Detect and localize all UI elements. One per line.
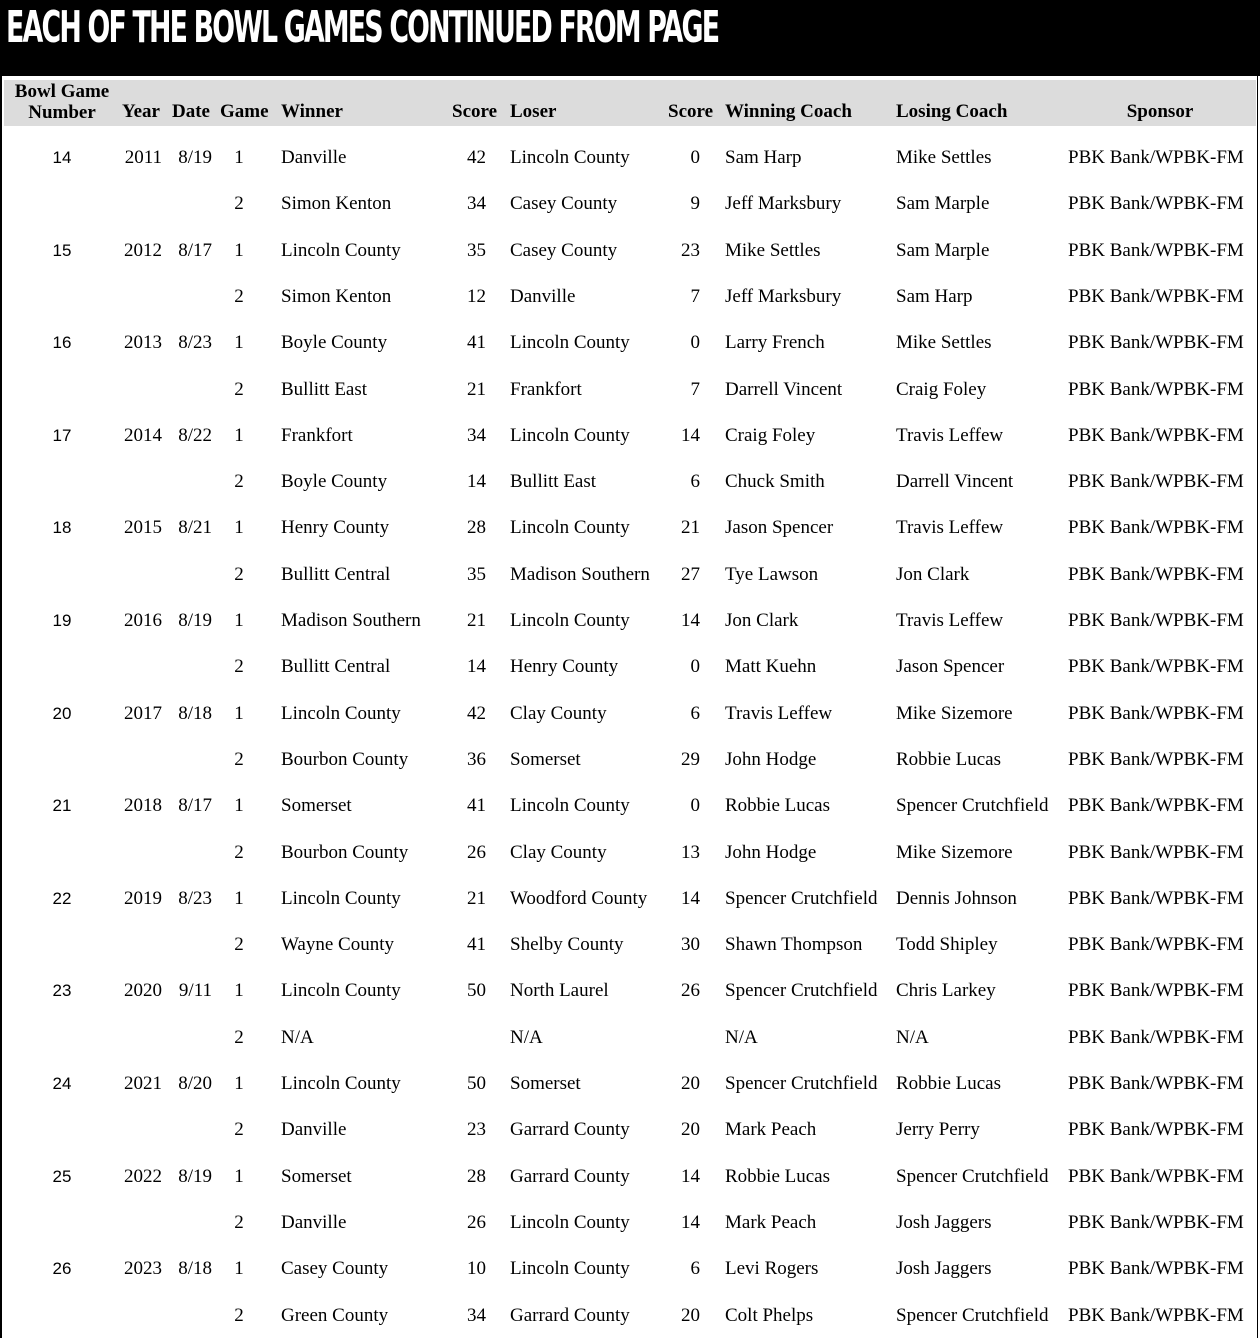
cell-winner-score: 14	[467, 471, 486, 492]
cell-sponsor: PBK Bank/WPBK-FM	[1068, 286, 1244, 307]
cell-loser: Casey County	[510, 240, 618, 261]
cell-winning-coach: Matt Kuehn	[725, 656, 817, 677]
cell-loser: Lincoln County	[510, 147, 630, 168]
cell-sponsor: PBK Bank/WPBK-FM	[1068, 1212, 1244, 1233]
cell-sponsor: PBK Bank/WPBK-FM	[1068, 656, 1244, 677]
cell-game: 2	[234, 934, 244, 955]
cell-loser-score: 6	[690, 1258, 700, 1279]
cell-loser: Lincoln County	[510, 1212, 630, 1233]
cell-losing-coach: Todd Shipley	[896, 934, 998, 955]
cell-winner: Boyle County	[281, 332, 388, 353]
cell-losing-coach: Mike Settles	[896, 147, 992, 168]
cell-losing-coach: Travis Leffew	[896, 425, 1004, 446]
cell-date: 8/19	[178, 147, 212, 168]
cell-winner-score: 42	[467, 147, 486, 168]
cell-winning-coach: Spencer Crutchfield	[725, 980, 878, 1001]
cell-loser: Lincoln County	[510, 1258, 630, 1279]
cell-winner-score: 12	[467, 286, 486, 307]
cell-loser: Shelby County	[510, 934, 624, 955]
cell-losing-coach: Darrell Vincent	[896, 471, 1014, 492]
cell-year: 2021	[124, 1073, 162, 1094]
header-bowl-game-line2: Number	[28, 102, 96, 123]
cell-loser: Casey County	[510, 193, 618, 214]
cell-loser-score: 14	[681, 1212, 700, 1233]
header-loser-score: Score	[668, 101, 714, 122]
cell-loser: Clay County	[510, 842, 607, 863]
header-year: Year	[122, 101, 160, 122]
cell-winner: Bullitt Central	[281, 564, 391, 585]
cell-date: 8/17	[178, 795, 212, 816]
cell-loser-score: 14	[681, 610, 700, 631]
cell-losing-coach: Travis Leffew	[896, 517, 1004, 538]
cell-winner: Somerset	[281, 1166, 352, 1187]
cell-bowl-number: 20	[52, 704, 72, 723]
cell-winner: Wayne County	[281, 934, 394, 955]
cell-date: 8/17	[178, 240, 212, 261]
cell-loser: Danville	[510, 286, 576, 307]
cell-loser-score: 29	[681, 749, 700, 770]
cell-sponsor: PBK Bank/WPBK-FM	[1068, 749, 1244, 770]
cell-loser-score: 7	[690, 286, 700, 307]
cell-game: 1	[234, 888, 244, 909]
cell-sponsor: PBK Bank/WPBK-FM	[1068, 842, 1244, 863]
cell-sponsor: PBK Bank/WPBK-FM	[1068, 425, 1244, 446]
cell-loser: N/A	[510, 1027, 543, 1048]
cell-losing-coach: Craig Foley	[896, 379, 987, 400]
cell-sponsor: PBK Bank/WPBK-FM	[1068, 795, 1244, 816]
cell-winner-score: 21	[467, 610, 486, 631]
cell-winner: Casey County	[281, 1258, 389, 1279]
cell-year: 2013	[124, 332, 162, 353]
cell-winner: Lincoln County	[281, 980, 401, 1001]
cell-winner: Henry County	[281, 517, 390, 538]
cell-game: 2	[234, 286, 244, 307]
cell-bowl-number: 16	[52, 333, 72, 352]
cell-year: 2014	[124, 425, 162, 446]
cell-game: 1	[234, 147, 244, 168]
header-game: Game	[220, 101, 269, 122]
cell-winning-coach: Shawn Thompson	[725, 934, 863, 955]
cell-losing-coach: Robbie Lucas	[896, 749, 1002, 770]
cell-loser: Garrard County	[510, 1305, 630, 1326]
cell-loser: Lincoln County	[510, 425, 630, 446]
cell-date: 8/18	[178, 703, 212, 724]
cell-winning-coach: Mark Peach	[725, 1212, 817, 1233]
cell-sponsor: PBK Bank/WPBK-FM	[1068, 1258, 1244, 1279]
cell-game: 1	[234, 1073, 244, 1094]
cell-game: 1	[234, 332, 244, 353]
cell-winner-score: 34	[467, 1305, 486, 1326]
cell-winning-coach: Jason Spencer	[725, 517, 834, 538]
cell-game: 1	[234, 703, 244, 724]
cell-losing-coach: Josh Jaggers	[896, 1212, 992, 1233]
cell-date: 9/11	[178, 980, 212, 1001]
cell-winner-score: 41	[467, 934, 486, 955]
cell-losing-coach: Mike Sizemore	[896, 842, 1013, 863]
cell-winner-score: 41	[467, 795, 486, 816]
cell-winner-score: 42	[467, 703, 486, 724]
cell-winning-coach: Darrell Vincent	[725, 379, 843, 400]
cell-sponsor: PBK Bank/WPBK-FM	[1068, 147, 1244, 168]
cell-date: 8/18	[178, 1258, 212, 1279]
cell-loser: Somerset	[510, 1073, 581, 1094]
cell-sponsor: PBK Bank/WPBK-FM	[1068, 379, 1244, 400]
cell-bowl-number: 14	[52, 148, 72, 167]
cell-losing-coach: Travis Leffew	[896, 610, 1004, 631]
cell-sponsor: PBK Bank/WPBK-FM	[1068, 193, 1244, 214]
cell-loser: Lincoln County	[510, 795, 630, 816]
cell-bowl-number: 18	[52, 518, 72, 537]
cell-winner-score: 28	[467, 1166, 486, 1187]
cell-loser: Garrard County	[510, 1166, 630, 1187]
cell-losing-coach: Josh Jaggers	[896, 1258, 992, 1279]
cell-loser-score: 20	[681, 1073, 700, 1094]
cell-loser-score: 27	[681, 564, 700, 585]
page-banner	[0, 0, 1260, 76]
header-loser: Loser	[510, 101, 557, 122]
cell-winner: N/A	[281, 1027, 314, 1048]
cell-winner-score: 35	[467, 564, 486, 585]
cell-game: 2	[234, 1212, 244, 1233]
cell-loser-score: 30	[681, 934, 700, 955]
cell-winning-coach: Travis Leffew	[725, 703, 833, 724]
cell-loser-score: 21	[681, 517, 700, 538]
cell-winner: Simon Kenton	[281, 193, 392, 214]
cell-game: 2	[234, 842, 244, 863]
cell-year: 2015	[124, 517, 162, 538]
cell-losing-coach: Sam Marple	[896, 193, 990, 214]
cell-winner-score: 41	[467, 332, 486, 353]
cell-sponsor: PBK Bank/WPBK-FM	[1068, 934, 1244, 955]
banner-title: EACH OF THE BOWL GAMES CONTINUED FROM PAGE	[6, 2, 719, 53]
cell-year: 2012	[124, 240, 162, 261]
cell-losing-coach: Dennis Johnson	[896, 888, 1017, 909]
cell-winning-coach: Craig Foley	[725, 425, 816, 446]
header-winner-score: Score	[452, 101, 498, 122]
cell-winner: Lincoln County	[281, 703, 401, 724]
cell-bowl-number: 26	[52, 1259, 72, 1278]
cell-winner: Danville	[281, 1119, 347, 1140]
cell-winning-coach: Robbie Lucas	[725, 1166, 831, 1187]
cell-winner: Boyle County	[281, 471, 388, 492]
cell-winning-coach: Mark Peach	[725, 1119, 817, 1140]
cell-winner: Danville	[281, 147, 347, 168]
cell-losing-coach: Robbie Lucas	[896, 1073, 1002, 1094]
cell-winner-score: 10	[467, 1258, 486, 1279]
cell-loser-score: 6	[690, 471, 700, 492]
cell-loser-score: 26	[681, 980, 700, 1001]
header-winner: Winner	[281, 101, 343, 122]
cell-winner: Bullitt East	[281, 379, 368, 400]
cell-game: 1	[234, 795, 244, 816]
cell-loser-score: 14	[681, 1166, 700, 1187]
cell-game: 2	[234, 379, 244, 400]
cell-game: 1	[234, 1258, 244, 1279]
cell-loser: Somerset	[510, 749, 581, 770]
cell-losing-coach: Spencer Crutchfield	[896, 1305, 1049, 1326]
cell-losing-coach: N/A	[896, 1027, 929, 1048]
cell-winner: Bullitt Central	[281, 656, 391, 677]
cell-bowl-number: 23	[52, 981, 72, 1000]
cell-loser: Henry County	[510, 656, 619, 677]
cell-date: 8/22	[178, 425, 212, 446]
cell-loser: Lincoln County	[510, 610, 630, 631]
cell-winner: Bourbon County	[281, 842, 409, 863]
cell-game: 1	[234, 240, 244, 261]
cell-game: 2	[234, 564, 244, 585]
cell-winning-coach: Spencer Crutchfield	[725, 1073, 878, 1094]
cell-winner-score: 34	[467, 425, 486, 446]
cell-game: 2	[234, 471, 244, 492]
header-date: Date	[172, 101, 210, 122]
cell-winning-coach: Levi Rogers	[725, 1258, 819, 1279]
cell-winning-coach: Colt Phelps	[725, 1305, 814, 1326]
cell-loser-score: 0	[690, 795, 700, 816]
cell-game: 2	[234, 1119, 244, 1140]
cell-winner-score: 28	[467, 517, 486, 538]
cell-winner: Green County	[281, 1305, 389, 1326]
cell-sponsor: PBK Bank/WPBK-FM	[1068, 1119, 1244, 1140]
cell-loser: Frankfort	[510, 379, 582, 400]
cell-loser-score: 14	[681, 425, 700, 446]
cell-winning-coach: Tye Lawson	[725, 564, 819, 585]
cell-date: 8/19	[178, 1166, 212, 1187]
cell-winner: Madison Southern	[281, 610, 421, 631]
cell-winner: Simon Kenton	[281, 286, 392, 307]
cell-game: 1	[234, 1166, 244, 1187]
cell-loser-score: 0	[690, 332, 700, 353]
cell-winning-coach: Larry French	[725, 332, 825, 353]
cell-sponsor: PBK Bank/WPBK-FM	[1068, 240, 1244, 261]
cell-losing-coach: Mike Sizemore	[896, 703, 1013, 724]
header-bowl-game-number	[8, 81, 116, 123]
cell-winning-coach: Chuck Smith	[725, 471, 825, 492]
cell-sponsor: PBK Bank/WPBK-FM	[1068, 610, 1244, 631]
cell-loser: Bullitt East	[510, 471, 597, 492]
cell-sponsor: PBK Bank/WPBK-FM	[1068, 517, 1244, 538]
cell-game: 1	[234, 425, 244, 446]
header-bowl-game-line1: Bowl Game	[14, 81, 110, 102]
cell-winner-score: 34	[467, 193, 486, 214]
cell-loser-score: 23	[681, 240, 700, 261]
cell-game: 2	[234, 1027, 244, 1048]
cell-winner-score: 50	[467, 980, 486, 1001]
cell-bowl-number: 21	[52, 796, 72, 815]
cell-losing-coach: Sam Marple	[896, 240, 990, 261]
cell-loser-score: 14	[681, 888, 700, 909]
cell-bowl-number: 15	[52, 241, 72, 260]
cell-year: 2022	[124, 1166, 162, 1187]
cell-losing-coach: Jon Clark	[896, 564, 970, 585]
cell-losing-coach: Chris Larkey	[896, 980, 996, 1001]
cell-sponsor: PBK Bank/WPBK-FM	[1068, 471, 1244, 492]
cell-winner-score: 35	[467, 240, 486, 261]
cell-loser: Woodford County	[510, 888, 648, 909]
cell-date: 8/19	[178, 610, 212, 631]
cell-loser: Garrard County	[510, 1119, 630, 1140]
cell-year: 2016	[124, 610, 162, 631]
cell-winner: Frankfort	[281, 425, 353, 446]
cell-winning-coach: Robbie Lucas	[725, 795, 831, 816]
cell-game: 2	[234, 656, 244, 677]
cell-sponsor: PBK Bank/WPBK-FM	[1068, 1027, 1244, 1048]
cell-bowl-number: 24	[52, 1074, 72, 1093]
cell-winner-score: 21	[467, 888, 486, 909]
cell-date: 8/21	[178, 517, 212, 538]
cell-bowl-number: 17	[52, 426, 72, 445]
cell-date: 8/23	[178, 332, 212, 353]
cell-game: 1	[234, 610, 244, 631]
cell-winner: Bourbon County	[281, 749, 409, 770]
cell-year: 2020	[124, 980, 162, 1001]
cell-loser-score: 0	[690, 656, 700, 677]
header-winning-coach: Winning Coach	[725, 101, 852, 122]
cell-winning-coach: Jeff Marksbury	[725, 193, 842, 214]
cell-loser-score: 20	[681, 1119, 700, 1140]
cell-sponsor: PBK Bank/WPBK-FM	[1068, 1305, 1244, 1326]
cell-loser: North Laurel	[510, 980, 609, 1001]
cell-winner: Lincoln County	[281, 1073, 401, 1094]
cell-winner-score: 21	[467, 379, 486, 400]
cell-winning-coach: Spencer Crutchfield	[725, 888, 878, 909]
cell-losing-coach: Sam Harp	[896, 286, 973, 307]
cell-loser-score: 6	[690, 703, 700, 724]
cell-game: 1	[234, 980, 244, 1001]
cell-year: 2011	[124, 147, 162, 168]
cell-loser-score: 9	[690, 193, 700, 214]
cell-sponsor: PBK Bank/WPBK-FM	[1068, 564, 1244, 585]
cell-year: 2018	[124, 795, 162, 816]
cell-winner: Somerset	[281, 795, 352, 816]
cell-bowl-number: 25	[52, 1167, 72, 1186]
cell-winning-coach: Jon Clark	[725, 610, 799, 631]
cell-winner-score: 14	[467, 656, 486, 677]
cell-loser-score: 0	[690, 147, 700, 168]
cell-loser: Lincoln County	[510, 517, 630, 538]
cell-loser: Madison Southern	[510, 564, 650, 585]
cell-sponsor: PBK Bank/WPBK-FM	[1068, 703, 1244, 724]
cell-losing-coach: Spencer Crutchfield	[896, 1166, 1049, 1187]
cell-bowl-number: 19	[52, 611, 72, 630]
cell-winning-coach: John Hodge	[725, 842, 817, 863]
header-losing-coach: Losing Coach	[896, 101, 1008, 122]
cell-sponsor: PBK Bank/WPBK-FM	[1068, 1166, 1244, 1187]
cell-date: 8/23	[178, 888, 212, 909]
cell-winner: Lincoln County	[281, 240, 401, 261]
cell-loser-score: 13	[681, 842, 700, 863]
cell-year: 2017	[124, 703, 162, 724]
cell-bowl-number: 22	[52, 889, 72, 908]
header-sponsor: Sponsor	[1126, 101, 1194, 122]
cell-game: 2	[234, 1305, 244, 1326]
cell-winning-coach: Sam Harp	[725, 147, 802, 168]
cell-losing-coach: Jason Spencer	[896, 656, 1005, 677]
cell-sponsor: PBK Bank/WPBK-FM	[1068, 980, 1244, 1001]
cell-losing-coach: Mike Settles	[896, 332, 992, 353]
cell-sponsor: PBK Bank/WPBK-FM	[1068, 1073, 1244, 1094]
cell-year: 2019	[124, 888, 162, 909]
cell-game: 2	[234, 749, 244, 770]
cell-winner-score: 26	[467, 842, 486, 863]
cell-loser: Clay County	[510, 703, 607, 724]
cell-winner: Danville	[281, 1212, 347, 1233]
cell-winner: Lincoln County	[281, 888, 401, 909]
cell-winning-coach: Jeff Marksbury	[725, 286, 842, 307]
cell-loser-score: 20	[681, 1305, 700, 1326]
cell-date: 8/20	[178, 1073, 212, 1094]
cell-winner-score: 23	[467, 1119, 486, 1140]
cell-winning-coach: Mike Settles	[725, 240, 821, 261]
cell-winner-score: 36	[467, 749, 486, 770]
cell-game: 2	[234, 193, 244, 214]
cell-sponsor: PBK Bank/WPBK-FM	[1068, 888, 1244, 909]
cell-losing-coach: Spencer Crutchfield	[896, 795, 1049, 816]
cell-loser: Lincoln County	[510, 332, 630, 353]
cell-winner-score: 26	[467, 1212, 486, 1233]
cell-year: 2023	[124, 1258, 162, 1279]
cell-losing-coach: Jerry Perry	[896, 1119, 980, 1140]
cell-game: 1	[234, 517, 244, 538]
cell-loser-score: 7	[690, 379, 700, 400]
cell-winner-score: 50	[467, 1073, 486, 1094]
cell-winning-coach: N/A	[725, 1027, 758, 1048]
cell-sponsor: PBK Bank/WPBK-FM	[1068, 332, 1244, 353]
cell-winning-coach: John Hodge	[725, 749, 817, 770]
